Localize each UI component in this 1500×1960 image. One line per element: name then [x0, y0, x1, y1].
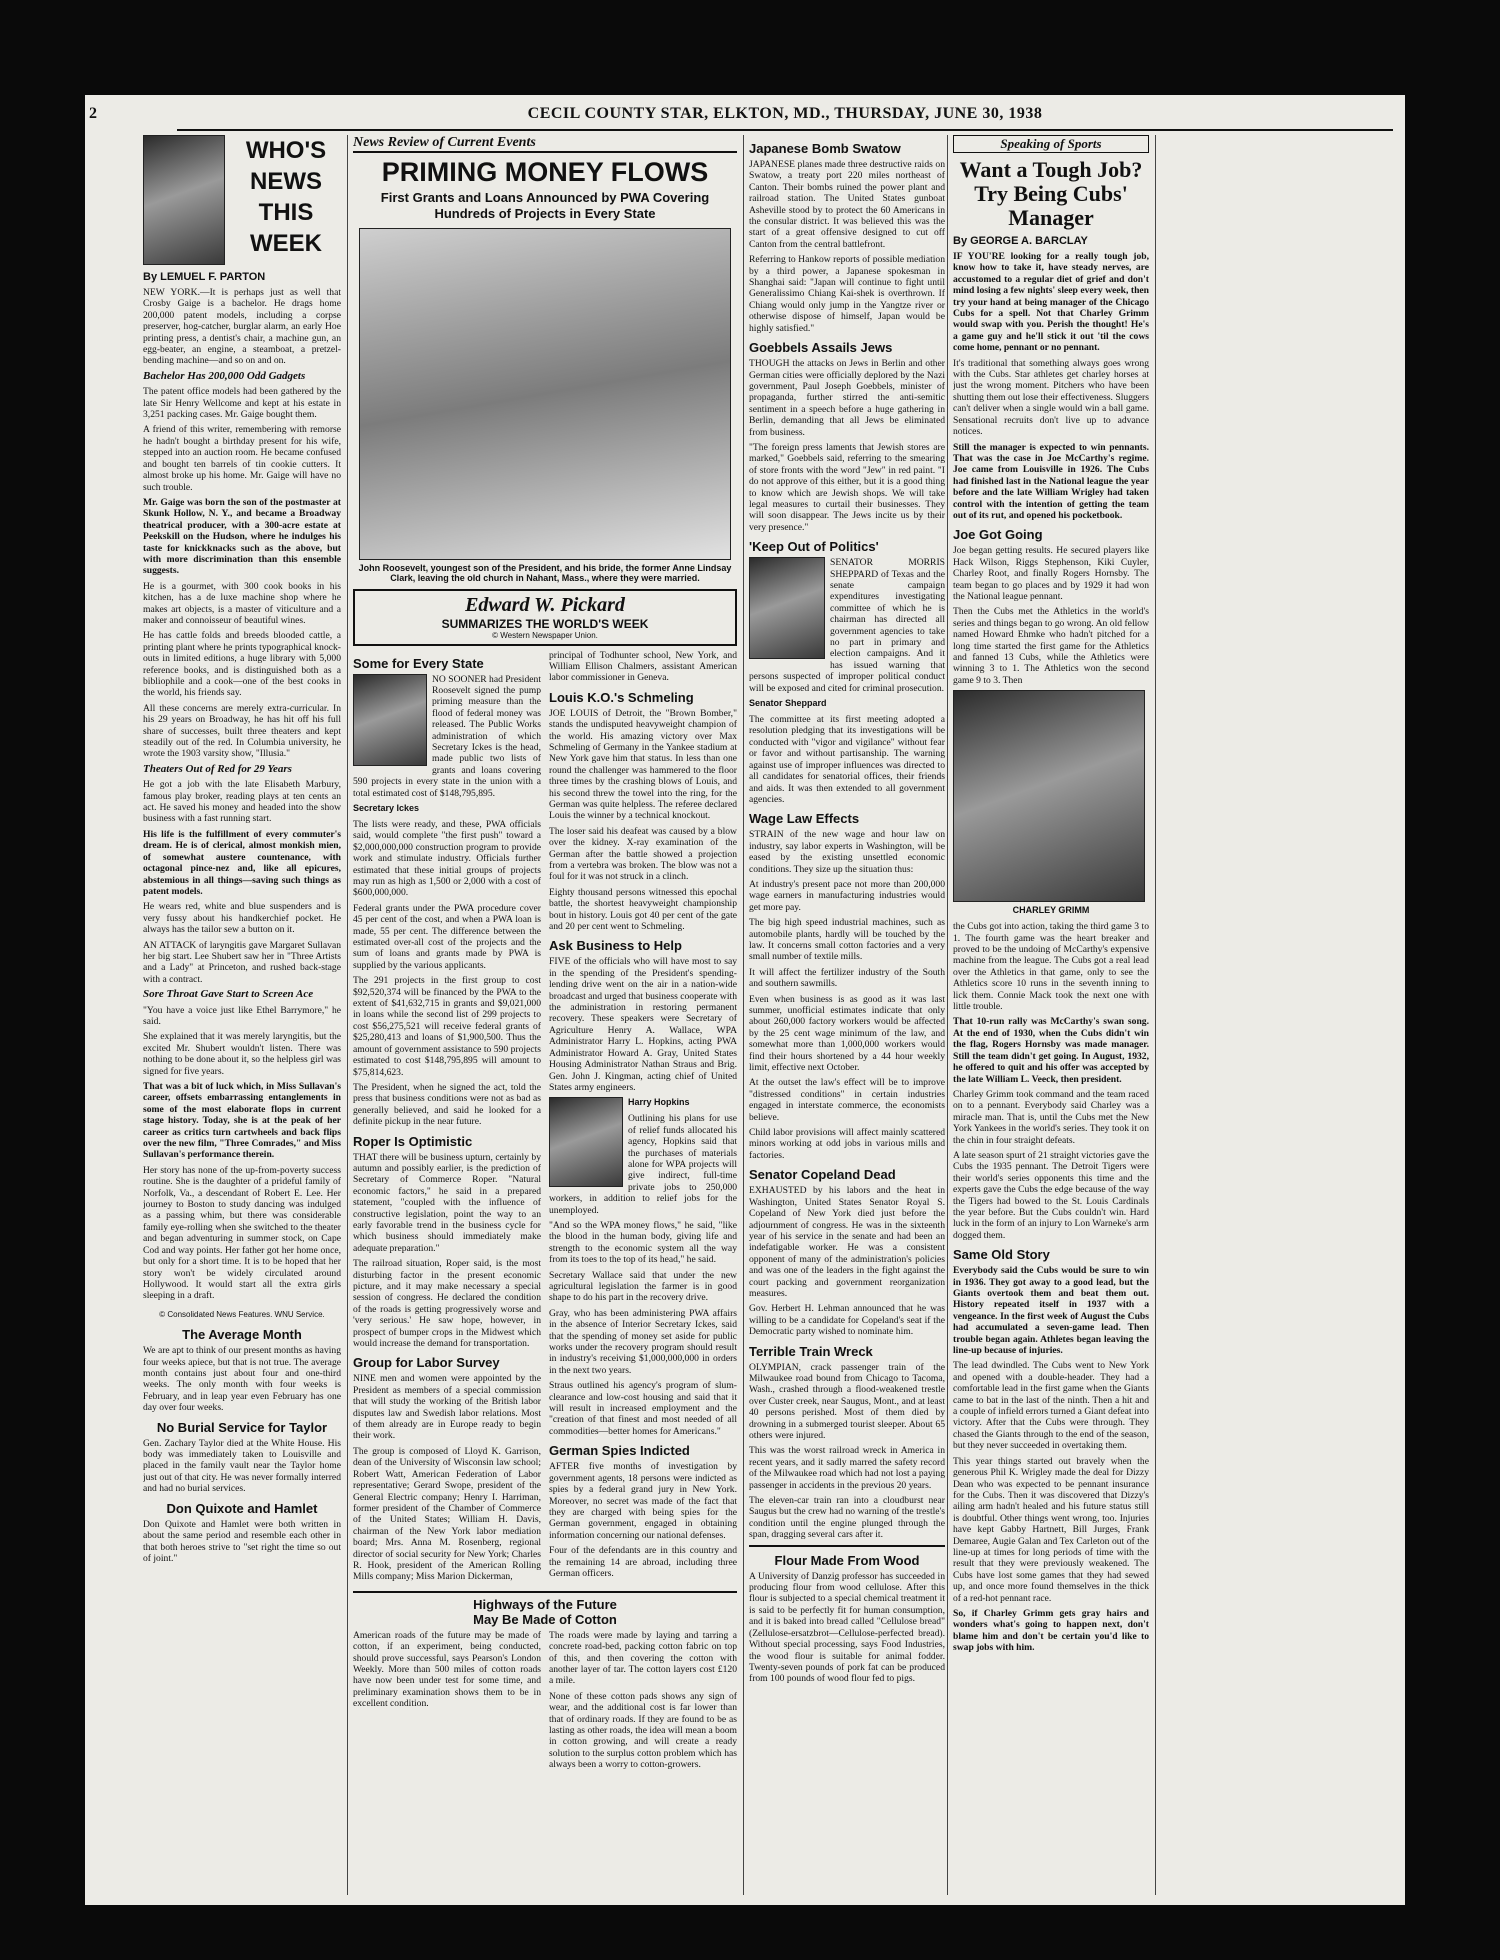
same-head: Same Old Story — [953, 1247, 1050, 1263]
paragraph: Child labor provisions will affect mainly scattered minors working at odd jobs in various mills and factories. — [749, 1127, 945, 1161]
joe-head: Joe Got Going — [953, 527, 1043, 543]
politics-head: 'Keep Out of Politics' — [749, 539, 879, 555]
paragraph: Her story has none of the up-from-poverty success routine. She is the daughter of a prideful family of Norfolk, Va., a descendant of Robert E. Lee. Her journey to Boston to study dancing was indulged as a passing whim, but there was considerable family eye-rolling when she switched to the theater and began adventuring in summer stock, on Cape Cod and way points. Her father got her home once, but only for a short time. It is to be hoped that her story won't be widely circulated around Hollywood. It would start all the extra girls sleeping in a draft. — [143, 1164, 341, 1302]
pickard-banner — [353, 589, 737, 646]
paragraph: It's traditional that something always goes wrong with the Cubs. Star athletes get charley horses at just the wrong moment. Pitchers who have been shutting them out lose their effectiveness. Sluggers can't deliver when a single would win a ball game. Sensational recruits don't live up to advance notices. — [953, 357, 1149, 438]
paragraph: THOUGH the attacks on Jews in Berlin and other German cities were officially deplored by the Nazi government, Paul Joseph Goebbels, minister of propaganda, further stirred the anti-semitic sentiment in a speech before a huge gathering in Berlin, demanding that all Jews be eliminated from business. — [749, 358, 945, 438]
louis-head: Louis K.O.'s Schmeling — [549, 689, 694, 705]
paragraph: Straus outlined his agency's program of slum-clearance and low-cost housing and said that it will result in increased employment and the "creation of that finest and most needed of all commodities—better homes for Americans." — [549, 1380, 737, 1437]
paragraph: AN ATTACK of laryngitis gave Margaret Sullavan her big start. Lee Shubert saw her in "Three Artists and a Lady" at Princeton, and rushed back-stage with a contract. — [143, 939, 341, 985]
paragraph: principal of Todhunter school, New York, and William Ellison Chalmers, assistant American labor commissioner in Geneva. — [549, 649, 737, 684]
column-rule — [347, 135, 348, 1895]
highway-head: Highways of the Future — [473, 1596, 617, 1612]
paragraph: The loser said his deafeat was caused by a blow over the kidney. X-ray examination of the German after the battle showed a projection from a vertebra was broken. The blow was not a foul for it was not struck in a clinch. — [549, 825, 737, 883]
paragraph: He wears red, white and blue suspenders and is very fussy about his handkerchief pocket. He always has the tailor sew a button on it. — [143, 901, 341, 936]
paragraph: She explained that it was merely laryngitis, but the excited Mr. Shubert wouldn't listen. There was nothing to be done about it, so the helpless girl was signed for five years. — [143, 1031, 341, 1077]
ickes-caption: Secretary Ickes — [353, 802, 420, 813]
paragraph: He got a job with the late Elisabeth Marbury, famous play broker, reading plays at ten cents an act. He saved his money and headed into the show business with a fast running start. — [143, 779, 341, 825]
paragraph: We are apt to think of our present months as having four weeks apiece, but that is not true. The average month contains just about four and one-third weeks. The only month with four weeks is February, and in leap year even February has one day over four weeks. — [143, 1345, 341, 1414]
pickard-credit: © Western Newspaper Union. — [492, 631, 598, 640]
paragraph: Mr. Gaige was born the son of the postmaster at Skunk Hollow, N. Y., and became a Broadway theatrical producer, with a 300-acre estate at Peekskill on the Hudson, where he indulges his taste for knickknacks such as the above, but with more discrimination than this ensemble suggests. — [143, 496, 341, 577]
paragraph: That 10-run rally was McCarthy's swan song. At the end of 1930, when the Cubs didn't win the flag, Rogers Hornsby was made manager. Still the team didn't get going. In August, 1932, he offered to quit and his offer was accepted by the late William L. Veeck, then president. — [953, 1016, 1149, 1085]
wedding-photo — [359, 228, 731, 560]
paragraph: At the outset the law's effect will be to improve "distressed conditions" in certain industries engaged in interstate commerce, the economists believe. — [749, 1077, 945, 1123]
news-word: NEWS — [250, 168, 322, 195]
paragraph: NEW YORK.—It is perhaps just as well that Crosby Gaige is a bachelor. He drags home 200,000 patent models, including a corpse preserver, hog-catcher, burglar alarm, an early Hoe printing press, a dentist's chair, a machine gun, an egg-beater, an engine, a steamboat, a pretzel-bending machine—and so on and on. — [143, 287, 341, 367]
burial-head: No Burial Service for Taylor — [156, 1419, 328, 1435]
column-world-news — [749, 135, 945, 1895]
paragraph: Still the manager is expected to win pennants. That was the case in Joe McCarthy's regime. Joe came from Louisville in 1926. The Cubs had finished last in the National league the year before and the late William Wrigley had taken control with the intention of getting the team out of its rut, and opened his pocketbook. — [953, 441, 1149, 521]
paragraph: Outlining his plans for use of relief funds allocated his agency, Hopkins said that the purchases of materials alone for WPA projects will give indirect, full-time private jobs to 250,000 workers, in addition to relief jobs for the unemployed. — [549, 1113, 737, 1216]
paragraph: He has cattle folds and breeds blooded cattle, a printing plant where he prints typographical knock-outs in limited editions, a huge library with 5,000 reference books, and is distinguished both as a bibliophile and a cook—one of the best cooks in the world, his friends say. — [143, 630, 341, 699]
paragraph: His life is the fulfillment of every commuter's dream. He is of clerical, almost monkish mien, of somewhat austere countenance, with octagonal pince-nez and, like all epicures, abstemious in all things—saving such things as patent models. — [143, 828, 341, 897]
paragraph: The railroad situation, Roper said, is the most disturbing factor in the present economic picture, and it may make necessary a special session of congress. He declared the condition of the roads is getting progressively worse and 'very serious.' He saw hope, however, in prospect of bumper crops in the Midwest which would increase the demand for transportation. — [353, 1258, 541, 1350]
parton-portrait — [143, 135, 225, 265]
side-head: Theaters Out of Red for 29 Years — [143, 762, 292, 775]
pickard-name: Edward W. Pickard — [465, 594, 625, 616]
paragraph: American roads of the future may be made of cotton, if an experiment, being conducted, should prove successful, says Pearson's London Weekly. More than 500 miles of cotton roads have now been under test for some time, and preliminary examination shows them to be in excellent condition. — [353, 1629, 541, 1710]
column-sports — [953, 135, 1149, 1895]
paragraph: Secretary Wallace said that under the new agricultural legislation the farmer is in good shape to do his part in the recovery drive. — [549, 1269, 737, 1304]
paragraph: All these concerns are merely extra-curricular. In his 29 years on Broadway, he has hit off his full share of successes, built three theaters and kept steadily out of the red. In Columbia university, he wrote the 1903 varsity show, "Illusia." — [143, 702, 341, 760]
paragraph: None of these cotton pads shows any sign of wear, and the additional cost is far lower than that of ordinary roads. If they are found to be as lasting as other roads, the idea will mean a boom in cotton growing, and will create a ready solution to the surplus cotton problem which has always been a worry to cotton-growers. — [549, 1690, 737, 1771]
paragraph: THAT there will be business upturn, certainly by autumn and possibly earlier, is the prediction of Secretary of Commerce Roper. "Natural economic factors," he said in a prepared statement, "coupled with the influence of constructive legislation, point the way to an early favorable trend in the business cycle for which business should immediately make adequate preparation." — [353, 1151, 541, 1254]
deck: First Grants and Loans Announced by PWA Covering Hundreds of Projects in Every State — [380, 190, 710, 221]
paragraph: NINE men and women were appointed by the President as members of a special commission that will study the working of the British labor disputes law and Swedish labor relations. Most of them already are in Europe ready to begin their work. — [353, 1373, 541, 1442]
paragraph: The lead dwindled. The Cubs went to New York and opened with a double-header. They had a comfortable lead in the first game when the Giants came to bat in the last of the ninth. Then a hit and a couple of infield errors turned a Giant defeat into victory. After that the Cubs were through. They chased the Giants through to the end of the season, but they never succeeded in overtaking them. — [953, 1360, 1149, 1452]
avg-month-head: The Average Month — [182, 1327, 302, 1343]
flour-head: Flour Made From Wood — [774, 1552, 920, 1568]
paragraph: It will affect the fertilizer industry of the South and southern sawmills. — [749, 966, 945, 990]
side-head: Sore Throat Gave Start to Screen Ace — [143, 988, 314, 1001]
sports-headline: Want a Tough Job? Try Being Cubs' Manager — [959, 157, 1143, 230]
column-rule — [743, 135, 744, 1895]
whos-word: WHO'S — [245, 137, 327, 164]
paragraph: Gov. Herbert H. Lehman announced that he was willing to be a candidate for Copeland's seat if the Democratic party wished to nominate him. — [749, 1303, 945, 1338]
paragraph: AFTER five months of investigation by government agents, 18 persons were indicted as spies by a federal grand jury in New York. Moreover, no secret was made of the fact that they are charged with being spies for the German government, engaged in obtaining information concerning our national defenses. — [549, 1461, 737, 1541]
column-rule — [947, 135, 948, 1895]
paragraph: IF YOU'RE looking for a really tough job, know how to take it, have steady nerves, are accustomed to a regular diet of grief and don't mind losing a few nights' sleep every week, then try your hand at being manager of the Chicago Cubs for a spell. Not that Charley Grimm would swap with you. Perish the thought! He's a game guy and he'll stick it out 'til the cows come home, pennant or no pennant. — [953, 251, 1149, 354]
photo-caption: John Roosevelt, youngest son of the President, and his bride, the former Anne Lindsay Clark, leaving the old church in Nahant, Mass., where they were married. — [358, 563, 732, 583]
paragraph: Everybody said the Cubs would be sure to win in 1936. They got away to a good lead, but the Giants overtook them and beat them out. History repeated itself in 1937 with a vengeance. In the first week of August the Cubs had accumulated a seven-game lead. Then trouble began again. Athletes began leaving the line-up because of injuries. — [953, 1265, 1149, 1357]
paragraph: Gen. Zachary Taylor died at the White House. His body was immediately taken to Louisville and placed in the family vault near the Taylor home just out of that city. He was never formally interred and had no burial services. — [143, 1437, 341, 1495]
paragraph: He is a gourmet, with 300 cook books in his kitchen, has a de luxe machine shop where he makes art objects, is a master of viticulture and a maker and connoisseur of beautiful wines. — [143, 580, 341, 626]
paragraph: Joe began getting results. He secured players like Hack Wilson, Riggs Stephenson, Kiki Cuyler, Charley Root, and finally Rogers Hornsby. The team began to go places and by 1929 it had won the National league pennant. — [953, 545, 1149, 602]
ask-head: Ask Business to Help — [549, 938, 682, 954]
week-word: WEEK — [250, 230, 322, 257]
paragraph: The President, when he signed the act, told the press that business conditions were not as bad as generally believed, and said he looked for a definite pickup in the near future. — [353, 1081, 541, 1128]
pickard-tagline: SUMMARIZES THE WORLD'S WEEK — [441, 617, 649, 631]
wage-head: Wage Law Effects — [749, 811, 860, 827]
masthead-title: CECIL COUNTY STAR, ELKTON, MD., THURSDAY, JUNE 30, 1938 — [527, 105, 1043, 122]
paragraph: A University of Danzig professor has succeeded in producing flour from wood cellulose. After this flour is subjected to a special chemical treatment it is said to be perfectly fit for human consumption, and it is baked into bread called "Cellulose bread" (Zellulose-ersatzbrot—Cellulose-perfected bread). Without special processing, says Food Industries, the wood flour is suitable for animal fodder. Twenty-seven pounds of pork fat can be produced from 100 pounds of wood flour fed to pigs. — [749, 1570, 945, 1685]
hopkins-caption: Harry Hopkins — [628, 1097, 690, 1108]
hopkins-photo — [549, 1097, 623, 1187]
paragraph: The lists were ready, and these, PWA officials said, would complete "the first push" toward a $2,000,000,000 construction program to provide work and stimulate industry. Officials further estimated that these initial groups of projects may run as high as 1,500 or 2,000 with a cost of $600,000,000. — [353, 818, 541, 899]
paragraph: Referring to Hankow reports of possible mediation by a third power, a Japanese spokesman in Shanghai said: "Japan will continue to fight until Generalissimo Chiang Kai-shek is overthrown. If Chiang would only jump in the Yangtze river or otherwise dispose of himself, Japan would be highly satisfied." — [749, 254, 945, 334]
paragraph: Charley Grimm took command and the team raced on to a pennant. Everybody said Charley was a miracle man. That is, until the Cubs met the New York Yankees in the world's series. They took it on the chin in four straight defeats. — [953, 1088, 1149, 1146]
paragraph: Gray, who has been administering PWA affairs in the absence of Interior Secretary Ickes, said that the spending of money set aside for public works under the recovery program should result in industry's receiving $1,000,000,000 in orders in the next two years. — [549, 1307, 737, 1376]
masthead — [89, 105, 1393, 131]
paragraph: This year things started out bravely when the generous Phil K. Wrigley made the deal for Dizzy Dean who was expected to be pennant insurance for the Cubs. Then it was discovered that Dizzy's ailing arm hadn't healed and his future status still is doubtful. Other things went wrong, too. Injuries have kept Gabby Hartnett, Bill Jurges, Frank Demaree, Augie Galan and Tex Carleton out of the line-up at times for long periods of time with the result that they were previously weakened. The Cubs have lost some games that they had sewed up, and once more found themselves in the thick of a red-hot pennant race. — [953, 1455, 1149, 1604]
paragraph: EXHAUSTED by his labors and the heat in Washington, United States Senator Royal S. Copeland of New York died just before the adjournment of congress. He was in the sixteenth year of his service in the senate and had been an indefatigable worker. He was a consistent opponent of many of the administration's policies and was one of the leaders in the fight against the court packing and government reorganization measures. — [749, 1185, 945, 1299]
paragraph: JAPANESE planes made three destructive raids on Swatow, a treaty port 220 miles northeast of Canton. Their bombs ruined the power plant and railroad station. The United States gunboat Asheville stood by to protect the 60 Americans in the consular district. It was believed this was the start of a great offensive designed to cut off Canton from the central battlefront. — [749, 159, 945, 250]
byline: By LEMUEL F. PARTON — [143, 271, 266, 283]
german-head: German Spies Indicted — [549, 1443, 690, 1459]
train-head: Terrible Train Wreck — [749, 1343, 873, 1359]
paragraph: So, if Charley Grimm gets gray hairs and wonders what's going to happen next, don't blame him and don't be certain you'd like to swap jobs with him. — [953, 1607, 1149, 1654]
paragraph: The patent office models had been gathered by the late Sir Henry Wellcome and kept at his estate in 3,251 packing cases. Mr. Gaige bought them. — [143, 386, 341, 421]
paragraph: Even when business is as good as it was last summer, unofficial estimates indicate that only about 260,000 factory workers would be affected by the 25 cent wage minimum of the law, and somewhat more than 1,000,000 workers would find their hours shortened by a 44 hour weekly limit, effective next October. — [749, 993, 945, 1074]
main-headline: PRIMING MONEY FLOWS — [381, 157, 709, 187]
grimm-caption: CHARLEY GRIMM — [1012, 905, 1090, 916]
paragraph: Four of the defendants are in this country and the remaining 14 are abroad, including three German officers. — [549, 1545, 737, 1579]
paragraph: This was the worst railroad wreck in America in recent years, and it sadly marred the safety record of the Milwaukee road which had not lost a paying passenger in accidents in the previous 20 years. — [749, 1445, 945, 1491]
sheppard-caption: Senator Sheppard — [749, 698, 827, 709]
column-news-review — [353, 135, 737, 1895]
paragraph: At industry's present pace not more than 200,000 wage earners in manufacturing industries would get more pay. — [749, 878, 945, 913]
paragraph: The big high speed industrial machines, such as automobile plants, hardly will be touched by the law. It concerns small cotton factories and a very small number of textile mills. — [749, 917, 945, 963]
paragraph: the Cubs got into action, taking the third game 3 to 1. The fourth game was the heart breaker and proved to be the undoing of McCarthy's expensive machine from the league. The Cubs got a real lead over the Athletics in that game, only to see the Athletics score 10 runs in the seventh inning to lick them. Connie Mack took the next one with little trouble. — [953, 921, 1149, 1013]
paragraph: NO SOONER had President Roosevelt signed the pump priming measure than the flood of federal money was released. The Public Works administration of which Secretary Ickes is the head, made public two lists of grants and loans covering 590 projects in every state in the union with a total estimated cost of $148,795,895. — [353, 673, 541, 799]
quixote-head: Don Quixote and Hamlet — [166, 1500, 318, 1516]
byline: By GEORGE A. BARCLAY — [953, 235, 1088, 247]
highway-subhead: May Be Made of Cotton — [473, 1611, 617, 1627]
paragraph: FIVE of the officials who will have most to say in the spending of the President's spending-lending drive went on the air in a nation-wide broadcast and urged that business cooperate with the administration in restoring permanent recovery. These speakers were Secretary of Agriculture Henry A. Wallace, WPA Administrator Harry L. Hopkins, acting PWA Administrator Howard A. Gray, United States Housing Administrator Nathan Straus and Brig. Gen. John J. Kingman, acting chief of United States army engineers. — [549, 956, 737, 1093]
credit: © Consolidated News Features. WNU Service. — [159, 1309, 325, 1319]
roper-head: Roper Is Optimistic — [353, 1133, 473, 1149]
page-number: 2 — [89, 105, 98, 122]
paragraph: Federal grants under the PWA procedure cover 45 per cent of the cost, and when a PWA loan is made, 55 per cent. The difference between the estimated over-all cost of the projects and the sum of loans and grants made by PWA is supplied by the various applicants. — [353, 902, 541, 971]
paragraph: The committee at its first meeting adopted a resolution pledging that its investigations will be conducted with "vigor and vigilance" without fear or favor and without partisanship. The warning against use of improper influences was directed to all candidates for senatorial offices, their friends and aids. It was then extended to all government agencies. — [749, 714, 945, 805]
some-head: Some for Every State — [353, 655, 484, 671]
paragraph: "The foreign press laments that Jewish stores are marked," Goebbels said, referring to the smearing of store fronts with the word "Jew" in red paint. "I do not approve of this either, but it is a good thing to know which are Jewish shops. We will take legal measures to curtail their businesses. They will soon disappear. The Jews incite us by their very presence." — [749, 441, 945, 533]
newspaper-page — [85, 95, 1405, 1905]
sheppard-photo — [749, 557, 825, 659]
column-rule — [1155, 135, 1156, 1895]
paragraph: The eleven-car train ran into a cloudburst near Saugus but the crew had no warning of the trestle's condition until the engine plunged through the span, dragging several cars after it. — [749, 1495, 945, 1541]
side-head: Bachelor Has 200,000 Odd Gadgets — [143, 369, 306, 382]
paragraph: That was a bit of luck which, in Miss Sullavan's career, offsets embarrassing entanglements in some of the most elaborate flops in current stage history. Today, she is at the peak of her career as critics turn cartwheels and back flips over the new film, "Three Comrades," and Miss Sullavan's performance therein. — [143, 1081, 341, 1161]
this-word: THIS — [258, 199, 314, 226]
paragraph: The 291 projects in the first group to cost $92,520,374 will be financed by the PWA to the extent of $41,632,715 in grants and $9,021,000 in loans while the second list of 299 projects to cost $56,275,521 will receive federal grants of $25,280,413 and loans of $1,900,500. Thus the amount of government assistance to 590 projects estimated to cost $148,795,895 will amount to $75,814,623. — [353, 975, 541, 1078]
paragraph: A late season spurt of 21 straight victories gave the Cubs the 1935 pennant. The Detroit Tigers were their world's series opponents this time and the experts gave the Cubs the edge because of the way the Tigers had bowed to the St. Louis Cardinals the year before. But the Cubs couldn't win. Hard luck in the form of an injury to Lon Warneke's arm dogged them. — [953, 1149, 1149, 1241]
paragraph: SENATOR MORRIS SHEPPARD of Texas and the senate campaign expenditures investigating committee of which he is chairman has directed all government agencies to take no part in primary and election campaigns. And it has issued warning that persons suspected of improper political conduct will be exposed and cited for criminal prosecution. — [749, 557, 945, 694]
grimm-photo — [953, 690, 1145, 902]
paragraph: The roads were made by laying and tarring a concrete road-bed, packing cotton fabric on top of this, and then covering the cotton with another layer of tar. The cotton layers cost £120 a mile. — [549, 1629, 737, 1687]
paragraph: A friend of this writer, remembering with remorse he hadn't bought a birthday present for his wife, stepped into an auction room. He became confused and bought ten barrels of tin cookie cutters. It almost broke up his home. Mr. Gaige will have no such trouble. — [143, 424, 341, 493]
sports-label: Speaking of Sports — [953, 135, 1149, 153]
paragraph: Eighty thousand persons witnessed this epochal battle, the shortest heavyweight championship bout in history. Louis got 40 per cent of the gate and 20 per cent went to Schmeling. — [549, 886, 737, 933]
column-whos-news — [143, 135, 341, 1895]
paragraph: Don Quixote and Hamlet were both written in about the same period and resemble each other in that both heroes strive to "set right the time so out of joint." — [143, 1518, 341, 1564]
bomb-head: Japanese Bomb Swatow — [749, 141, 901, 156]
paragraph: JOE LOUIS of Detroit, the "Brown Bomber," stands the undisputed heavyweight champion of the world. His amazing victory over Max Schmeling of Germany in the Yankee stadium at New York gave him that status. In less than one round the challenger was hammered to the floor three times by the crashing blows of Louis, and his second threw the towel into the ring, for the German was quite helpless. The referee declared Louis the winner by a technical knockout. — [549, 707, 737, 822]
paragraph: STRAIN of the new wage and hour law on industry, say labor experts in Washington, will be eased by the existing unsettled economic conditions. They size up the situation thus: — [749, 829, 945, 875]
paragraph: OLYMPIAN, crack passenger train of the Milwaukee road bound from Chicago to Tacoma, Wash., crashed through a flood-weakened trestle over Custer creek, near Saugus, Mont., and at least 40 persons perished. Most of them died by drowning in a submerged tourist sleeper. About 65 others were injured. — [749, 1361, 945, 1441]
paragraph: Then the Cubs met the Athletics in the world's series and things began to go wrong. An old fellow named Howard Ehmke who hadn't pitched for a long time started the first game for the Athletics and fanned 13 Cubs, while the Athletics were winning 3 to 1. The Athletics won the second game 9 to 3. Then — [953, 606, 1149, 686]
labor-head: Group for Labor Survey — [353, 1355, 500, 1371]
paragraph: The group is composed of Lloyd K. Garrison, dean of the University of Wisconsin law school; Robert Watt, American Federation of Labor representative; Gerard Swope, president of the General Electric company; Henry I. Harriman, former president of the Chamber of Commerce of the United States; William H. Davis, chairman of the New York labor mediation board; Mrs. Anna M. Rosenberg, regional director of social security for New York; Charles R. Hook, president of the American Rolling Mills company; Miss Marion Dickerman, — [353, 1445, 541, 1583]
goebbels-head: Goebbels Assails Jews — [749, 340, 893, 356]
section-label: News Review of Current Events — [353, 135, 737, 153]
ickes-photo — [353, 674, 427, 766]
paragraph: "And so the WPA money flows," he said, "like the blood in the human body, giving life and strength to the economic system all the way from its toes to the top of its head," he said. — [549, 1219, 737, 1266]
paragraph: "You have a voice just like Ethel Barrymore," he said. — [143, 1004, 341, 1027]
copeland-head: Senator Copeland Dead — [749, 1167, 896, 1183]
